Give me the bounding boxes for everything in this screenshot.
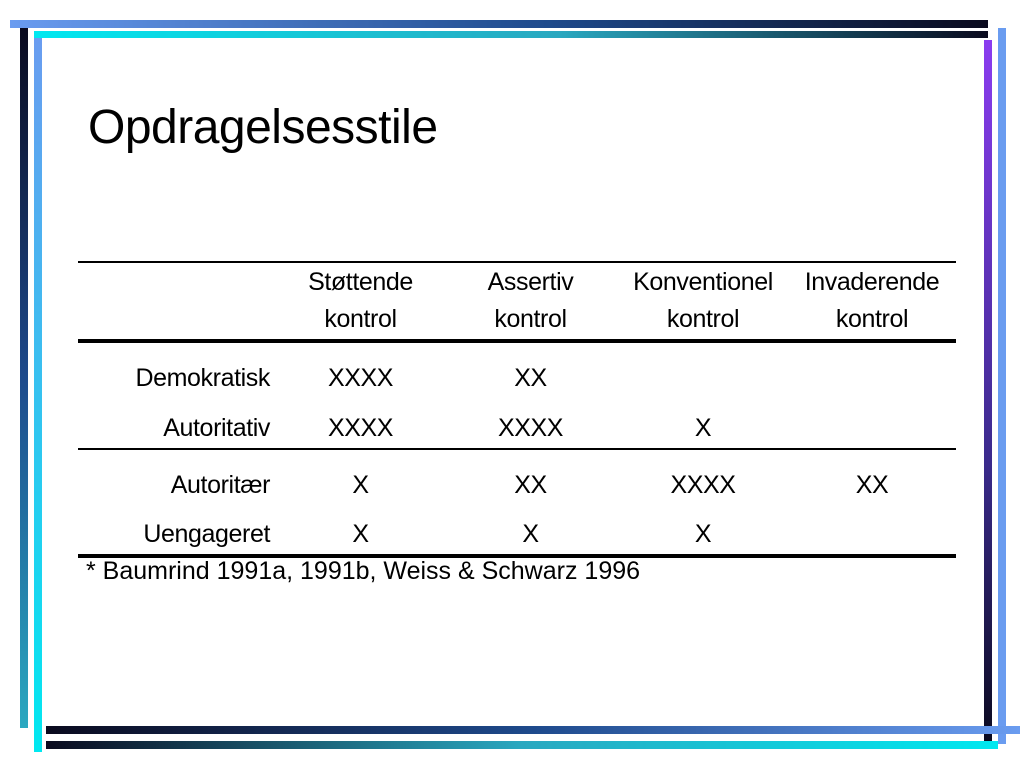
header-stottende-kontrol [278,262,443,341]
table-row-autoritativ [78,414,956,449]
table-row-autoritaer [78,449,956,520]
header-line2: kontrol [494,305,567,333]
header-line2: kontrol [666,305,740,333]
table-cell [618,341,788,414]
table-cell: XXXX [327,364,394,392]
header-invaderende-kontrol [788,262,956,341]
header-line1: Konventionel [633,268,773,296]
table-cell: XX [514,364,547,392]
table-row-demokratisk [78,341,956,414]
parenting-styles-table [78,261,956,558]
table-cell: X [522,520,539,548]
footnote-citation: * Baumrind 1991a, 1991b, Weiss & Schwarz 1996 [86,557,641,585]
table-row-uengageret [78,520,956,556]
table-cell: X [352,470,369,499]
frame-right-blue-bar [998,28,1006,744]
table-cell: X [352,520,369,548]
frame-bottom-dark-bar [46,726,1020,734]
table-cell [788,341,956,414]
frame-left-blue-bar [34,38,42,752]
frame-bottom-cyan-bar [46,741,998,749]
table-cell: XXXX [327,414,394,442]
table-cell: X [694,520,712,548]
table-cell: XXXX [497,414,564,442]
header-line1: Støttende [308,268,413,296]
row-label: Demokratisk [135,364,270,392]
header-line2: kontrol [324,305,397,333]
table-cell: X [694,414,712,442]
header-assertiv-kontrol [443,262,618,341]
frame-top-dark-bar [10,20,988,28]
header-line1: Invaderende [804,268,940,296]
table-cell [788,520,956,556]
table-header-row [78,262,956,341]
row-label: Autoritativ [163,414,270,442]
slide-title: Opdragelsesstile [88,101,438,154]
row-label: Uengageret [143,520,270,548]
header-line2: kontrol [835,305,909,333]
frame-top-cyan-bar [34,31,988,38]
table-cell: XXXX [670,470,736,499]
header-empty-cell [78,262,278,341]
table-cell: XX [855,470,889,499]
header-konventionel-kontrol [618,262,788,341]
row-label: Autoritær [170,470,270,499]
header-line1: Assertiv [487,268,574,296]
table-cell [788,414,956,449]
table-cell: XX [514,470,547,499]
frame-left-dark-bar [20,28,28,728]
frame-right-violet-bar [984,40,992,746]
